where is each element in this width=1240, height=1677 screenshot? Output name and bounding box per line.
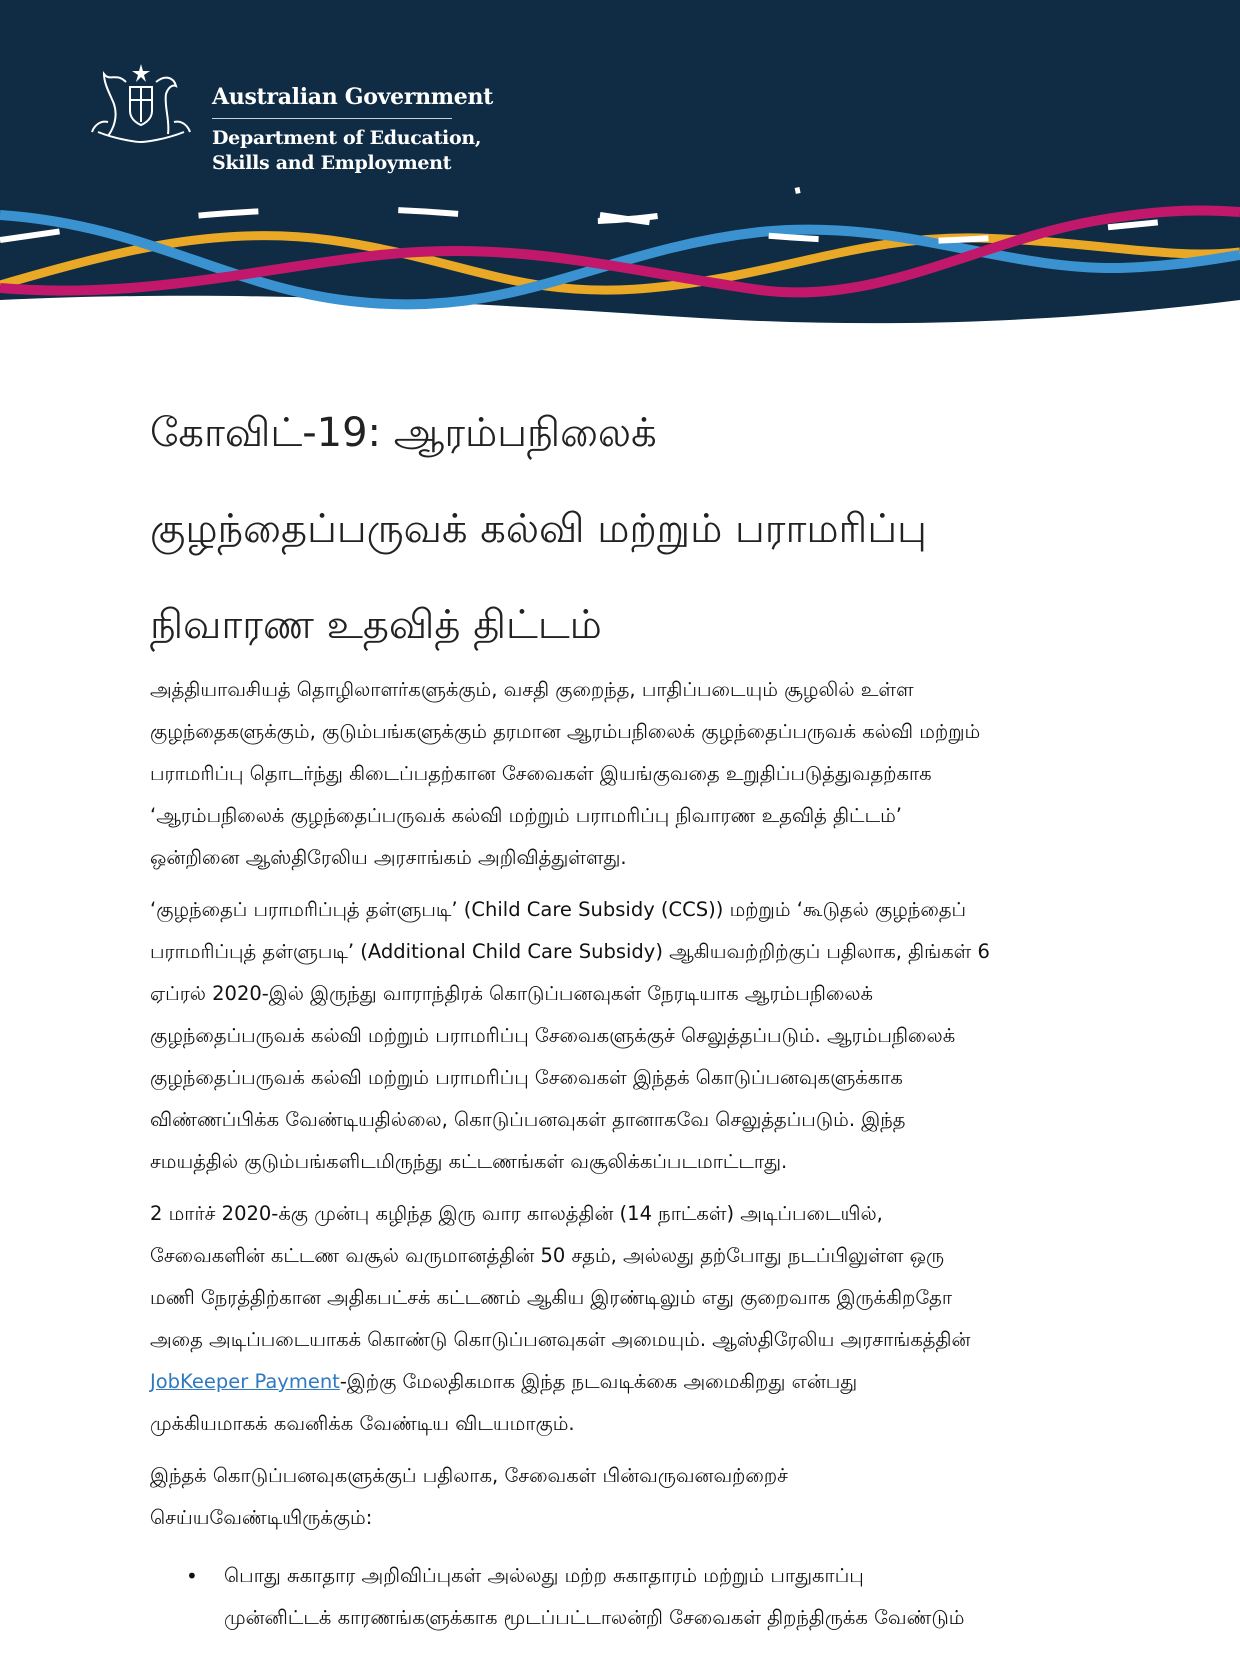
- department-line-2: Skills and Employment: [212, 152, 452, 174]
- text-line: 2 மார்ச் 2020-க்கு முன்பு கழிந்த இரு வார காலத்தின் (14 நாட்கள்) அடிப்படையில்,: [150, 1202, 883, 1225]
- title-line-3: நிவாரண உதவித் திட்டம்: [150, 602, 602, 648]
- text-line: அதை அடிப்படையாகக் கொண்டு கொடுப்பனவுகள் அமையும். ஆஸ்திரேலிய அரசாங்கத்தின்: [150, 1328, 971, 1351]
- paragraph-1: [150, 669, 1100, 879]
- banner-waves: [0, 0, 1240, 330]
- text-line: இந்தக் கொடுப்பனவுகளுக்குப் பதிலாக, சேவைகள் பின்வருவனவற்றைச்: [150, 1464, 788, 1487]
- text-line: ‘ஆரம்பநிலைக் குழந்தைப்பருவக் கல்வி மற்றும் பராமரிப்பு நிவாரண உதவித் திட்டம்’: [150, 804, 902, 827]
- header-divider: [212, 118, 452, 119]
- list-item: [150, 1555, 1100, 1639]
- text-line: முக்கியமாகக் கவனிக்க வேண்டிய விடயமாகும்.: [150, 1412, 575, 1435]
- text-line: சமயத்தில் குடும்பங்களிடமிருந்து கட்டணங்கள் வசூலிக்கப்படமாட்டாது.: [150, 1150, 788, 1173]
- paragraph-4: [150, 1455, 1100, 1539]
- coat-of-arms-icon: [78, 62, 203, 154]
- government-name: Australian Government: [212, 84, 494, 110]
- text-line: ஏப்ரல் 2020-இல் இருந்து வாராந்திரக் கொடுப்பனவுகள் நேரடியாக ஆரம்பநிலைக்: [150, 982, 873, 1005]
- jobkeeper-payment-link[interactable]: JobKeeper Payment: [150, 1370, 340, 1393]
- text-line: ஒன்றினை ஆஸ்திரேலிய அரசாங்கம் அறிவித்துள்ளது.: [150, 846, 627, 869]
- department-name: [212, 126, 481, 176]
- link-suffix-text: -இற்கு மேலதிகமாக இந்த நடவடிக்கை அமைகிறது என்பது: [339, 1370, 858, 1393]
- department-line-1: Department of Education,: [212, 127, 482, 149]
- title-line-1: கோவிட்-19: ஆரம்பநிலைக்: [150, 410, 657, 456]
- text-line: அத்தியாவசியத் தொழிலாளர்களுக்கும், வசதி குறைந்த, பாதிப்படையும் சூழலில் உள்ள: [150, 678, 914, 701]
- text-line: குழந்தைப்பருவக் கல்வி மற்றும் பராமரிப்பு சேவைகள் இந்தக் கொடுப்பனவுகளுக்காக: [150, 1066, 903, 1089]
- header-banner: [0, 0, 1240, 330]
- document-body: [150, 385, 1100, 1639]
- text-line: முன்னிட்டக் காரணங்களுக்காக மூடப்பட்டாலன்றி சேவைகள் திறந்திருக்க வேண்டும்: [224, 1606, 965, 1629]
- text-line: சேவைகளின் கட்டண வசூல் வருமானத்தின் 50 சதம், அல்லது தற்போது நடப்பிலுள்ள ஒரு: [150, 1244, 945, 1267]
- paragraph-3: [150, 1193, 1100, 1445]
- text-line: செய்யவேண்டியிருக்கும்:: [150, 1506, 373, 1529]
- page-title: [150, 385, 1100, 673]
- bullet-icon: •: [186, 1564, 198, 1588]
- text-line: குழந்தைகளுக்கும், குடும்பங்களுக்கும் தரமான ஆரம்பநிலைக் குழந்தைப்பருவக் கல்வி மற்றும்: [150, 720, 981, 743]
- title-line-2: குழந்தைப்பருவக் கல்வி மற்றும் பராமரிப்பு: [150, 506, 927, 552]
- text-line: குழந்தைப்பருவக் கல்வி மற்றும் பராமரிப்பு சேவைகளுக்குச் செலுத்தப்படும். ஆரம்பநிலைக்: [150, 1024, 956, 1047]
- text-line: மணி நேரத்திற்கான அதிகபட்சக் கட்டணம் ஆகிய இரண்டிலும் எது குறைவாக இருக்கிறதோ: [150, 1286, 953, 1309]
- text-line: பொது சுகாதார அறிவிப்புகள் அல்லது மற்ற சுகாதாரம் மற்றும் பாதுகாப்பு: [224, 1564, 864, 1587]
- text-line-with-link: [150, 1361, 1100, 1403]
- requirements-list: [150, 1555, 1100, 1639]
- text-line: பராமரிப்புத் தள்ளுபடி’ (Additional Child Care Subsidy) ஆகியவற்றிற்குப் பதிலாக, திங்கள் 6: [150, 940, 990, 963]
- text-line: ‘குழந்தைப் பராமரிப்புத் தள்ளுபடி’ (Child Care Subsidy (CCS)) மற்றும் ‘கூடுதல் குழந்தைப்: [150, 898, 967, 921]
- text-line: விண்ணப்பிக்க வேண்டியதில்லை, கொடுப்பனவுகள் தானாகவே செலுத்தப்படும். இந்த: [150, 1108, 906, 1131]
- paragraph-2: [150, 889, 1100, 1183]
- text-line: பராமரிப்பு தொடர்ந்து கிடைப்பதற்கான சேவைகள் இயங்குவதை உறுதிப்படுத்துவதற்காக: [150, 762, 932, 785]
